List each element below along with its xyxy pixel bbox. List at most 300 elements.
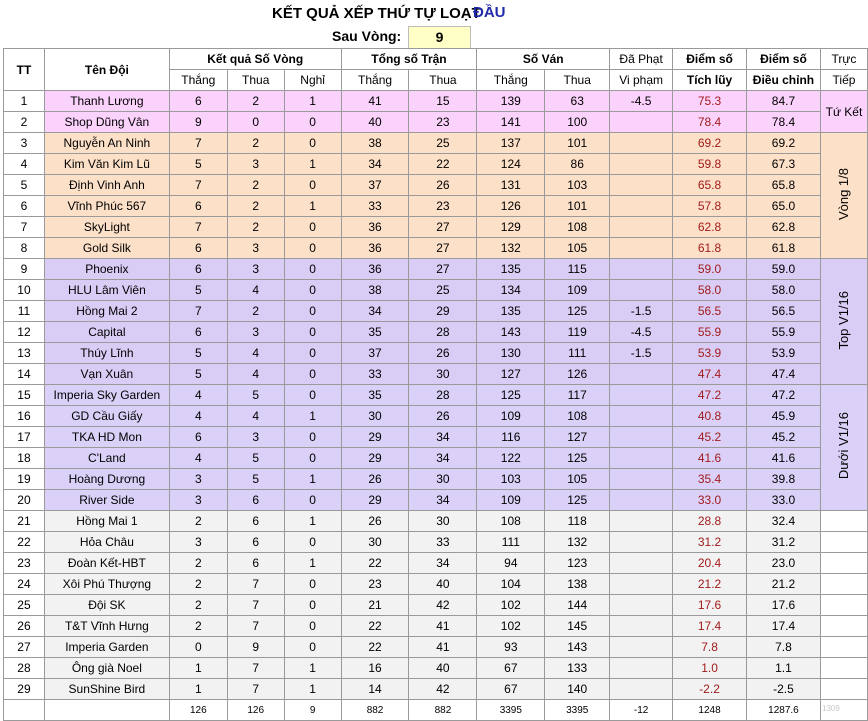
- cell-pts[interactable]: 56.5: [673, 301, 747, 322]
- cell-gw[interactable]: 131: [477, 175, 545, 196]
- cell-pen[interactable]: -4.5: [610, 322, 673, 343]
- cell-l[interactable]: 5: [227, 469, 284, 490]
- cell-adj[interactable]: 65.8: [746, 175, 820, 196]
- row-index[interactable]: 16: [4, 406, 45, 427]
- row-index[interactable]: 10: [4, 280, 45, 301]
- cell-r[interactable]: 1: [284, 511, 341, 532]
- total-pen[interactable]: -12: [610, 700, 673, 721]
- team-name-cell[interactable]: Hoàng Dương: [44, 469, 169, 490]
- cell-pen[interactable]: [610, 175, 673, 196]
- team-name-cell[interactable]: Gold Silk: [44, 238, 169, 259]
- zone-cell-empty[interactable]: [820, 658, 867, 679]
- cell-pts[interactable]: 17.6: [673, 595, 747, 616]
- cell-adj[interactable]: 45.9: [746, 406, 820, 427]
- cell-ml[interactable]: 28: [409, 322, 477, 343]
- row-index[interactable]: 5: [4, 175, 45, 196]
- row-index[interactable]: 8: [4, 238, 45, 259]
- cell-w[interactable]: 7: [169, 175, 227, 196]
- cell-mw[interactable]: 33: [341, 364, 409, 385]
- cell-pen[interactable]: [610, 364, 673, 385]
- cell-gw[interactable]: 109: [477, 490, 545, 511]
- cell-gl[interactable]: 101: [545, 133, 610, 154]
- cell-pts[interactable]: 7.8: [673, 637, 747, 658]
- cell-gw[interactable]: 102: [477, 595, 545, 616]
- cell-r[interactable]: 0: [284, 595, 341, 616]
- cell-mw[interactable]: 36: [341, 238, 409, 259]
- cell-gl[interactable]: 101: [545, 196, 610, 217]
- cell-adj[interactable]: 53.9: [746, 343, 820, 364]
- cell-pts[interactable]: 65.8: [673, 175, 747, 196]
- cell-adj[interactable]: 56.5: [746, 301, 820, 322]
- cell-mw[interactable]: 36: [341, 217, 409, 238]
- cell-pen[interactable]: [610, 511, 673, 532]
- cell-w[interactable]: 6: [169, 427, 227, 448]
- cell-pts[interactable]: 40.8: [673, 406, 747, 427]
- team-name-cell[interactable]: Hỏa Châu: [44, 532, 169, 553]
- cell-gw[interactable]: 94: [477, 553, 545, 574]
- total-mw[interactable]: 882: [341, 700, 409, 721]
- cell-adj[interactable]: 78.4: [746, 112, 820, 133]
- team-name-cell[interactable]: Shop Dũng Vân: [44, 112, 169, 133]
- cell-pts[interactable]: 28.8: [673, 511, 747, 532]
- cell-pts[interactable]: 21.2: [673, 574, 747, 595]
- row-index[interactable]: 25: [4, 595, 45, 616]
- cell-l[interactable]: 7: [227, 574, 284, 595]
- cell-r[interactable]: 0: [284, 427, 341, 448]
- cell-gl[interactable]: 126: [545, 364, 610, 385]
- cell-adj[interactable]: 55.9: [746, 322, 820, 343]
- cell-mw[interactable]: 30: [341, 406, 409, 427]
- cell-l[interactable]: 4: [227, 280, 284, 301]
- cell-l[interactable]: 3: [227, 259, 284, 280]
- cell-w[interactable]: 3: [169, 490, 227, 511]
- cell-w[interactable]: 7: [169, 133, 227, 154]
- cell-pen[interactable]: [610, 553, 673, 574]
- cell-gl[interactable]: 138: [545, 574, 610, 595]
- cell-gw[interactable]: 109: [477, 406, 545, 427]
- cell-w[interactable]: 1: [169, 679, 227, 700]
- cell-adj[interactable]: -2.5: [746, 679, 820, 700]
- cell-l[interactable]: 4: [227, 343, 284, 364]
- team-name-cell[interactable]: Imperia Sky Garden: [44, 385, 169, 406]
- cell-pts[interactable]: 58.0: [673, 280, 747, 301]
- cell-pts[interactable]: 59.8: [673, 154, 747, 175]
- cell-adj[interactable]: 61.8: [746, 238, 820, 259]
- cell-adj[interactable]: 47.4: [746, 364, 820, 385]
- cell-pen[interactable]: [610, 448, 673, 469]
- cell-l[interactable]: 0: [227, 112, 284, 133]
- cell-r[interactable]: 0: [284, 448, 341, 469]
- row-index[interactable]: 7: [4, 217, 45, 238]
- cell-r[interactable]: 1: [284, 154, 341, 175]
- cell-gw[interactable]: 135: [477, 259, 545, 280]
- cell-gl[interactable]: 108: [545, 217, 610, 238]
- zone-cell-empty[interactable]: [820, 637, 867, 658]
- cell-pen[interactable]: [610, 679, 673, 700]
- cell-l[interactable]: 4: [227, 364, 284, 385]
- cell-gw[interactable]: 135: [477, 301, 545, 322]
- cell-l[interactable]: 4: [227, 406, 284, 427]
- total-l[interactable]: 126: [227, 700, 284, 721]
- cell-w[interactable]: 2: [169, 595, 227, 616]
- row-index[interactable]: 22: [4, 532, 45, 553]
- cell-gl[interactable]: 125: [545, 301, 610, 322]
- cell-r[interactable]: 0: [284, 490, 341, 511]
- cell-adj[interactable]: 17.6: [746, 595, 820, 616]
- cell-l[interactable]: 3: [227, 322, 284, 343]
- cell-mw[interactable]: 40: [341, 112, 409, 133]
- cell-pts[interactable]: 59.0: [673, 259, 747, 280]
- cell-mw[interactable]: 41: [341, 91, 409, 112]
- cell-gw[interactable]: 130: [477, 343, 545, 364]
- row-index[interactable]: 11: [4, 301, 45, 322]
- zone-cell-empty[interactable]: [820, 532, 867, 553]
- totals-empty-tt[interactable]: [4, 700, 45, 721]
- row-index[interactable]: 2: [4, 112, 45, 133]
- cell-mw[interactable]: 38: [341, 133, 409, 154]
- cell-pts[interactable]: 62.8: [673, 217, 747, 238]
- cell-w[interactable]: 4: [169, 385, 227, 406]
- cell-mw[interactable]: 23: [341, 574, 409, 595]
- cell-pen[interactable]: [610, 196, 673, 217]
- cell-mw[interactable]: 29: [341, 490, 409, 511]
- cell-ml[interactable]: 29: [409, 301, 477, 322]
- cell-w[interactable]: 4: [169, 448, 227, 469]
- cell-l[interactable]: 7: [227, 679, 284, 700]
- cell-gw[interactable]: 137: [477, 133, 545, 154]
- zone-cell-empty[interactable]: [820, 511, 867, 532]
- cell-gw[interactable]: 125: [477, 385, 545, 406]
- cell-pen[interactable]: [610, 595, 673, 616]
- cell-r[interactable]: 1: [284, 91, 341, 112]
- cell-ml[interactable]: 27: [409, 217, 477, 238]
- row-index[interactable]: 29: [4, 679, 45, 700]
- cell-w[interactable]: 0: [169, 637, 227, 658]
- cell-w[interactable]: 7: [169, 301, 227, 322]
- cell-r[interactable]: 1: [284, 658, 341, 679]
- row-index[interactable]: 21: [4, 511, 45, 532]
- cell-pen[interactable]: [610, 217, 673, 238]
- cell-adj[interactable]: 17.4: [746, 616, 820, 637]
- team-name-cell[interactable]: River Side: [44, 490, 169, 511]
- cell-gw[interactable]: 122: [477, 448, 545, 469]
- cell-gw[interactable]: 103: [477, 469, 545, 490]
- cell-w[interactable]: 5: [169, 154, 227, 175]
- cell-w[interactable]: 2: [169, 511, 227, 532]
- cell-r[interactable]: 0: [284, 301, 341, 322]
- cell-w[interactable]: 6: [169, 238, 227, 259]
- round-value-cell[interactable]: 9: [408, 26, 471, 49]
- cell-adj[interactable]: 32.4: [746, 511, 820, 532]
- row-index[interactable]: 26: [4, 616, 45, 637]
- cell-ml[interactable]: 42: [409, 595, 477, 616]
- cell-gl[interactable]: 143: [545, 637, 610, 658]
- cell-gl[interactable]: 127: [545, 427, 610, 448]
- cell-gl[interactable]: 105: [545, 238, 610, 259]
- cell-adj[interactable]: 62.8: [746, 217, 820, 238]
- zone-cell-empty[interactable]: [820, 574, 867, 595]
- cell-r[interactable]: 0: [284, 574, 341, 595]
- team-name-cell[interactable]: Đoàn Kết-HBT: [44, 553, 169, 574]
- cell-l[interactable]: 7: [227, 595, 284, 616]
- team-name-cell[interactable]: Thúy Lĩnh: [44, 343, 169, 364]
- cell-gw[interactable]: 143: [477, 322, 545, 343]
- cell-mw[interactable]: 29: [341, 448, 409, 469]
- cell-ml[interactable]: 41: [409, 616, 477, 637]
- cell-l[interactable]: 7: [227, 658, 284, 679]
- cell-r[interactable]: 0: [284, 322, 341, 343]
- cell-gw[interactable]: 139: [477, 91, 545, 112]
- cell-ml[interactable]: 34: [409, 448, 477, 469]
- cell-mw[interactable]: 34: [341, 154, 409, 175]
- totals-empty-team[interactable]: [44, 700, 169, 721]
- cell-l[interactable]: 5: [227, 385, 284, 406]
- cell-l[interactable]: 3: [227, 427, 284, 448]
- cell-gl[interactable]: 111: [545, 343, 610, 364]
- team-name-cell[interactable]: Đội SK: [44, 595, 169, 616]
- cell-w[interactable]: 7: [169, 217, 227, 238]
- cell-pen[interactable]: [610, 469, 673, 490]
- cell-r[interactable]: 0: [284, 238, 341, 259]
- cell-ml[interactable]: 40: [409, 574, 477, 595]
- team-name-cell[interactable]: Phoenix: [44, 259, 169, 280]
- cell-adj[interactable]: 23.0: [746, 553, 820, 574]
- cell-ml[interactable]: 30: [409, 469, 477, 490]
- cell-w[interactable]: 6: [169, 322, 227, 343]
- cell-pts[interactable]: 55.9: [673, 322, 747, 343]
- cell-r[interactable]: 0: [284, 133, 341, 154]
- cell-pen[interactable]: [610, 154, 673, 175]
- cell-gl[interactable]: 119: [545, 322, 610, 343]
- total-pts[interactable]: 1248: [673, 700, 747, 721]
- team-name-cell[interactable]: Imperia Garden: [44, 637, 169, 658]
- cell-gl[interactable]: 133: [545, 658, 610, 679]
- cell-pts[interactable]: 57.8: [673, 196, 747, 217]
- cell-l[interactable]: 6: [227, 532, 284, 553]
- cell-l[interactable]: 2: [227, 217, 284, 238]
- cell-pen[interactable]: [610, 616, 673, 637]
- cell-gl[interactable]: 123: [545, 553, 610, 574]
- cell-pts[interactable]: 53.9: [673, 343, 747, 364]
- cell-gl[interactable]: 144: [545, 595, 610, 616]
- cell-pen[interactable]: [610, 385, 673, 406]
- row-index[interactable]: 19: [4, 469, 45, 490]
- cell-ml[interactable]: 42: [409, 679, 477, 700]
- cell-gl[interactable]: 105: [545, 469, 610, 490]
- cell-r[interactable]: 0: [284, 532, 341, 553]
- cell-gl[interactable]: 109: [545, 280, 610, 301]
- cell-ml[interactable]: 26: [409, 175, 477, 196]
- cell-pen[interactable]: -1.5: [610, 301, 673, 322]
- cell-ml[interactable]: 23: [409, 112, 477, 133]
- team-name-cell[interactable]: Định Vinh Anh: [44, 175, 169, 196]
- cell-adj[interactable]: 33.0: [746, 490, 820, 511]
- cell-w[interactable]: 6: [169, 91, 227, 112]
- cell-l[interactable]: 6: [227, 511, 284, 532]
- cell-pts[interactable]: 17.4: [673, 616, 747, 637]
- cell-r[interactable]: 1: [284, 553, 341, 574]
- zone-cell-empty[interactable]: [820, 616, 867, 637]
- cell-l[interactable]: 2: [227, 196, 284, 217]
- cell-gl[interactable]: 63: [545, 91, 610, 112]
- cell-r[interactable]: 1: [284, 469, 341, 490]
- cell-adj[interactable]: 58.0: [746, 280, 820, 301]
- cell-ml[interactable]: 23: [409, 196, 477, 217]
- cell-w[interactable]: 3: [169, 469, 227, 490]
- cell-pts[interactable]: 20.4: [673, 553, 747, 574]
- cell-mw[interactable]: 22: [341, 637, 409, 658]
- cell-gl[interactable]: 117: [545, 385, 610, 406]
- cell-adj[interactable]: 41.6: [746, 448, 820, 469]
- cell-pts[interactable]: 75.3: [673, 91, 747, 112]
- team-name-cell[interactable]: SunShine Bird: [44, 679, 169, 700]
- cell-ml[interactable]: 28: [409, 385, 477, 406]
- team-name-cell[interactable]: TKA HD Mon: [44, 427, 169, 448]
- cell-pts[interactable]: 47.4: [673, 364, 747, 385]
- cell-adj[interactable]: 31.2: [746, 532, 820, 553]
- cell-gl[interactable]: 100: [545, 112, 610, 133]
- cell-w[interactable]: 4: [169, 406, 227, 427]
- cell-l[interactable]: 2: [227, 175, 284, 196]
- cell-gw[interactable]: 126: [477, 196, 545, 217]
- cell-pen[interactable]: [610, 259, 673, 280]
- cell-ml[interactable]: 30: [409, 364, 477, 385]
- cell-ml[interactable]: 15: [409, 91, 477, 112]
- cell-ml[interactable]: 34: [409, 427, 477, 448]
- team-name-cell[interactable]: Nguyễn An Ninh: [44, 133, 169, 154]
- cell-ml[interactable]: 27: [409, 259, 477, 280]
- cell-pts[interactable]: 78.4: [673, 112, 747, 133]
- cell-gw[interactable]: 132: [477, 238, 545, 259]
- row-index[interactable]: 4: [4, 154, 45, 175]
- cell-pts[interactable]: 31.2: [673, 532, 747, 553]
- cell-ml[interactable]: 34: [409, 553, 477, 574]
- cell-gl[interactable]: 86: [545, 154, 610, 175]
- team-name-cell[interactable]: C'Land: [44, 448, 169, 469]
- team-name-cell[interactable]: SkyLight: [44, 217, 169, 238]
- cell-r[interactable]: 1: [284, 679, 341, 700]
- row-index[interactable]: 23: [4, 553, 45, 574]
- row-index[interactable]: 17: [4, 427, 45, 448]
- total-gl[interactable]: 3395: [545, 700, 610, 721]
- zone-cell-empty[interactable]: [820, 553, 867, 574]
- cell-r[interactable]: 0: [284, 259, 341, 280]
- cell-pen[interactable]: [610, 490, 673, 511]
- cell-ml[interactable]: 26: [409, 406, 477, 427]
- cell-ml[interactable]: 33: [409, 532, 477, 553]
- cell-r[interactable]: 1: [284, 406, 341, 427]
- cell-adj[interactable]: 47.2: [746, 385, 820, 406]
- cell-adj[interactable]: 69.2: [746, 133, 820, 154]
- team-name-cell[interactable]: Hồng Mai 2: [44, 301, 169, 322]
- cell-pts[interactable]: 35.4: [673, 469, 747, 490]
- cell-gw[interactable]: 116: [477, 427, 545, 448]
- cell-mw[interactable]: 26: [341, 469, 409, 490]
- total-adj[interactable]: 1287.6: [746, 700, 820, 721]
- cell-mw[interactable]: 34: [341, 301, 409, 322]
- cell-ml[interactable]: 40: [409, 658, 477, 679]
- cell-mw[interactable]: 37: [341, 175, 409, 196]
- row-index[interactable]: 28: [4, 658, 45, 679]
- cell-mw[interactable]: 14: [341, 679, 409, 700]
- cell-pts[interactable]: 61.8: [673, 238, 747, 259]
- row-index[interactable]: 27: [4, 637, 45, 658]
- cell-gl[interactable]: 103: [545, 175, 610, 196]
- row-index[interactable]: 13: [4, 343, 45, 364]
- cell-gl[interactable]: 125: [545, 448, 610, 469]
- team-name-cell[interactable]: Hồng Mai 1: [44, 511, 169, 532]
- cell-w[interactable]: 2: [169, 574, 227, 595]
- team-name-cell[interactable]: Vạn Xuân: [44, 364, 169, 385]
- cell-w[interactable]: 3: [169, 532, 227, 553]
- cell-r[interactable]: 0: [284, 112, 341, 133]
- row-index[interactable]: 12: [4, 322, 45, 343]
- cell-w[interactable]: 5: [169, 343, 227, 364]
- cell-pen[interactable]: [610, 133, 673, 154]
- cell-pts[interactable]: 45.2: [673, 427, 747, 448]
- cell-l[interactable]: 3: [227, 238, 284, 259]
- row-index[interactable]: 15: [4, 385, 45, 406]
- row-index[interactable]: 24: [4, 574, 45, 595]
- row-index[interactable]: 6: [4, 196, 45, 217]
- team-name-cell[interactable]: HLU Lâm Viên: [44, 280, 169, 301]
- cell-ml[interactable]: 27: [409, 238, 477, 259]
- cell-gw[interactable]: 67: [477, 679, 545, 700]
- row-index[interactable]: 14: [4, 364, 45, 385]
- cell-gw[interactable]: 67: [477, 658, 545, 679]
- cell-mw[interactable]: 22: [341, 553, 409, 574]
- cell-ml[interactable]: 34: [409, 490, 477, 511]
- cell-gw[interactable]: 127: [477, 364, 545, 385]
- row-index[interactable]: 20: [4, 490, 45, 511]
- cell-w[interactable]: 6: [169, 196, 227, 217]
- cell-l[interactable]: 3: [227, 154, 284, 175]
- cell-r[interactable]: 0: [284, 217, 341, 238]
- team-name-cell[interactable]: Capital: [44, 322, 169, 343]
- cell-ml[interactable]: 22: [409, 154, 477, 175]
- cell-pen[interactable]: [610, 532, 673, 553]
- cell-ml[interactable]: 30: [409, 511, 477, 532]
- cell-gl[interactable]: 132: [545, 532, 610, 553]
- team-name-cell[interactable]: Thanh Lương: [44, 91, 169, 112]
- cell-w[interactable]: 1: [169, 658, 227, 679]
- cell-adj[interactable]: 21.2: [746, 574, 820, 595]
- cell-adj[interactable]: 65.0: [746, 196, 820, 217]
- cell-r[interactable]: 0: [284, 385, 341, 406]
- cell-adj[interactable]: 84.7: [746, 91, 820, 112]
- cell-gw[interactable]: 104: [477, 574, 545, 595]
- cell-pen[interactable]: [610, 112, 673, 133]
- cell-pen[interactable]: [610, 280, 673, 301]
- cell-mw[interactable]: 21: [341, 595, 409, 616]
- cell-l[interactable]: 2: [227, 133, 284, 154]
- cell-mw[interactable]: 22: [341, 616, 409, 637]
- cell-pen[interactable]: [610, 658, 673, 679]
- cell-pen[interactable]: -1.5: [610, 343, 673, 364]
- cell-mw[interactable]: 16: [341, 658, 409, 679]
- cell-mw[interactable]: 33: [341, 196, 409, 217]
- cell-pen[interactable]: -4.5: [610, 91, 673, 112]
- cell-gl[interactable]: 140: [545, 679, 610, 700]
- cell-l[interactable]: 2: [227, 301, 284, 322]
- team-name-cell[interactable]: Vĩnh Phúc 567: [44, 196, 169, 217]
- cell-pen[interactable]: [610, 637, 673, 658]
- cell-l[interactable]: 5: [227, 448, 284, 469]
- cell-mw[interactable]: 30: [341, 532, 409, 553]
- cell-gw[interactable]: 93: [477, 637, 545, 658]
- cell-ml[interactable]: 41: [409, 637, 477, 658]
- cell-mw[interactable]: 38: [341, 280, 409, 301]
